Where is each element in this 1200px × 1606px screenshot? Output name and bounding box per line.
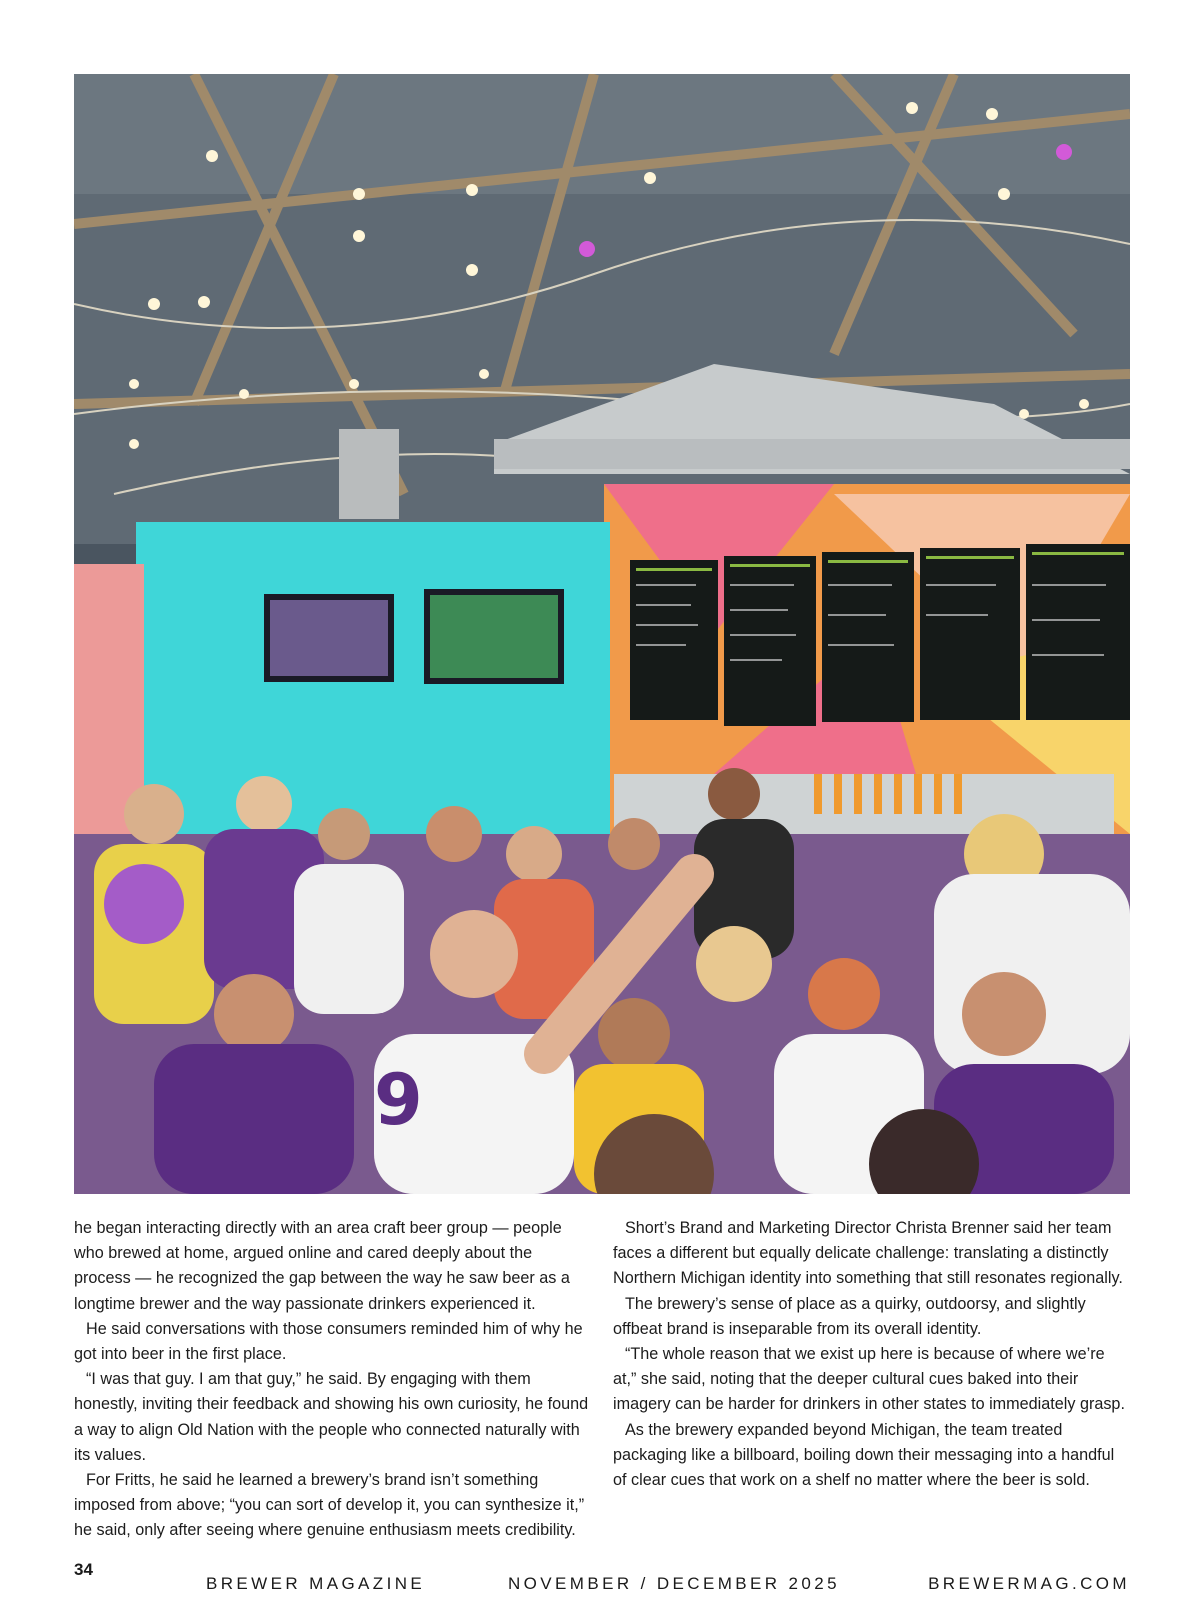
article-paragraph: The brewery’s sense of place as a quirky, outdoorsy, and slightly offbeat brand is inseparable from its overall identity. xyxy=(613,1294,1086,1338)
article-column-left xyxy=(74,1216,592,1544)
issue-date: NOVEMBER / DECEMBER 2025 xyxy=(508,1574,840,1593)
article-paragraph: he began interacting directly with an area craft beer group — people who brewed at home, argued online and cared deeply about the process — he recognized the gap between the way he saw beer as a longtime brewer and the way passionate drinkers experienced it. xyxy=(74,1219,570,1313)
article-column-right xyxy=(613,1216,1131,1493)
website-url: BREWERMAG.COM xyxy=(928,1574,1130,1593)
article-paragraph: As the brewery expanded beyond Michigan, the team treated packaging like a billboard, boiling down their messaging into a handful of clear cues that work on a shelf no matter where the beer is sold. xyxy=(613,1420,1115,1490)
article-paragraph: Short’s Brand and Marketing Director Christa Brenner said her team faces a different but equally delicate challenge: translating a distinctly Northern Michigan identity into something that still resonates regionally. xyxy=(613,1219,1123,1288)
article-paragraph: He said conversations with those consumers reminded him of why he got into beer in the first place. xyxy=(74,1319,583,1364)
page-number: 34 xyxy=(74,1560,93,1579)
article-photo xyxy=(74,74,1130,1194)
article-paragraph: “I was that guy. I am that guy,” he said. By engaging with them honestly, inviting their feedback and showing his own curiosity, he found a way to align Old Nation with the people who connected naturally with its values. xyxy=(74,1370,589,1464)
article-paragraph: For Fritts, he said he learned a brewery’s brand isn’t something imposed from above; “you can sort of develop it, you can synthesize it,” he said, only after seeing where genuine enthusiasm meets credibility. xyxy=(74,1471,585,1540)
svg-text:9: 9 xyxy=(374,1059,423,1141)
taproom-crowd-illustration xyxy=(74,74,1130,1194)
magazine-name: BREWER MAGAZINE xyxy=(206,1574,426,1593)
article-paragraph: “The whole reason that we exist up here is because of where we’re at,” she said, noting that the deeper cultural cues baked into their imagery can be harder for drinkers in other states to immediately grasp. xyxy=(613,1345,1125,1414)
page-footer xyxy=(74,1560,1130,1593)
